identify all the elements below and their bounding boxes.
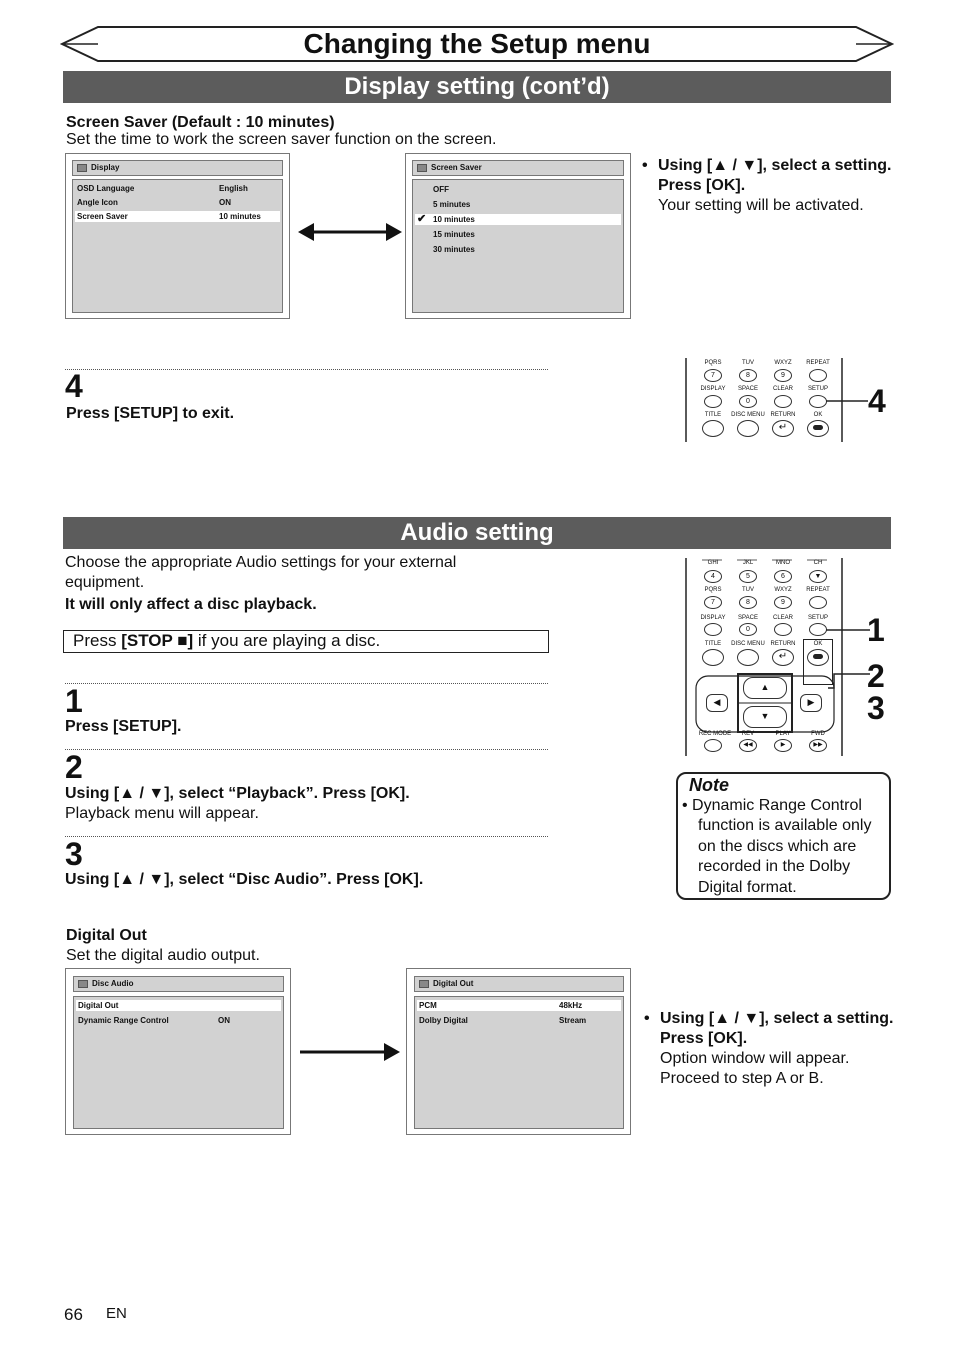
language-tag: EN — [106, 1305, 127, 1322]
setup-button[interactable] — [809, 395, 827, 408]
display-icon — [77, 164, 87, 172]
step-1-text: Press [SETUP]. — [65, 718, 182, 735]
title-button[interactable] — [702, 420, 724, 437]
key-6-button[interactable]: 6 — [774, 570, 792, 583]
key-8-button[interactable]: 8 — [739, 596, 757, 609]
step-divider — [65, 749, 548, 750]
channel-down-button[interactable]: ▼ — [809, 570, 827, 583]
left-arrow-icon[interactable]: ◀ — [706, 694, 728, 712]
fwd-button[interactable]: ▶▶ — [809, 739, 827, 752]
step-number: 1 — [65, 683, 83, 719]
option-row[interactable]: OFF — [433, 185, 449, 194]
page-title: Changing the Setup menu — [303, 28, 651, 59]
disc-menu-button[interactable] — [737, 649, 759, 666]
bullet: • — [644, 1010, 650, 1027]
digital-out-instruction: • Using [▲ / ▼], select a setting. Press [OK]. Option window will appear. Proceed to step A or B. — [644, 1010, 894, 1087]
playback-icon — [78, 980, 88, 988]
note-text: • Dynamic Range Control function is available only on the discs which are recorded in the Dolby Digital format. — [682, 797, 872, 896]
display-button[interactable] — [704, 623, 722, 636]
title-button[interactable] — [702, 649, 724, 666]
step-2-text: Using [▲ / ▼], select “Playback”. Press [OK]. — [65, 785, 410, 802]
key-7-button[interactable]: 7 — [704, 596, 722, 609]
display-menu-screen — [65, 153, 290, 319]
digital-out-description: Set the digital audio output. — [66, 947, 260, 964]
step-divider — [65, 369, 548, 370]
rec-mode-button[interactable] — [704, 739, 722, 752]
right-arrow-icon[interactable]: ▶ — [800, 694, 822, 712]
digital-out-menu-header: Digital Out — [414, 976, 624, 992]
key-5-button[interactable]: 5 — [739, 570, 757, 583]
stop-notice-box: Press [STOP ■] if you are playing a disc. — [63, 630, 549, 653]
down-arrow-icon[interactable]: ▼ — [743, 706, 787, 728]
screen-saver-menu-body — [412, 179, 624, 313]
menu-row-selected[interactable]: Screen Saver 10 minutes — [75, 211, 280, 222]
play-button[interactable]: ▶ — [774, 739, 792, 752]
display-menu-header: Display — [72, 160, 283, 176]
display-menu-body — [72, 179, 283, 313]
key-9-button[interactable]: 9 — [774, 596, 792, 609]
section-heading-display: Display setting (cont’d) — [63, 71, 891, 103]
option-row[interactable]: 30 minutes — [433, 245, 475, 254]
double-arrow-icon — [296, 220, 404, 244]
disc-audio-menu-screen — [65, 968, 291, 1135]
step-divider — [65, 836, 548, 837]
disc-audio-menu-body — [73, 996, 284, 1129]
callout-step-2: 2 — [867, 658, 885, 694]
section-heading-audio: Audio setting — [63, 517, 891, 549]
repeat-button[interactable] — [809, 596, 827, 609]
menu-row[interactable]: Dynamic Range Control ON — [78, 1016, 230, 1025]
step-number: 4 — [65, 368, 83, 404]
step-2-result: Playback menu will appear. — [65, 805, 259, 822]
display-button[interactable] — [704, 395, 722, 408]
note-title: Note — [689, 775, 729, 795]
callout-line — [826, 396, 868, 406]
menu-row-selected[interactable]: Digital Out — [76, 1000, 281, 1011]
step-number: 2 — [65, 749, 83, 785]
key-7-button[interactable]: 7 — [704, 369, 722, 382]
key-4-button[interactable]: 4 — [704, 570, 722, 583]
right-arrow-icon — [298, 1040, 402, 1064]
audio-intro-note: It will only affect a disc playback. — [65, 596, 317, 613]
callout-step-4: 4 — [868, 383, 886, 419]
screen-saver-heading: Screen Saver (Default : 10 minutes) — [66, 114, 335, 131]
step-4-text: Press [SETUP] to exit. — [66, 405, 235, 422]
screen-saver-instruction: • Using [▲ / ▼], select a setting. Press [OK]. Your setting will be activated. — [642, 157, 892, 214]
up-arrow-icon[interactable]: ▲ — [743, 677, 787, 699]
bullet: • — [642, 157, 648, 174]
callout-step-3: 3 — [867, 690, 885, 726]
menu-row-selected[interactable]: PCM 48kHz — [417, 1000, 621, 1011]
screen-saver-description: Set the time to work the screen saver function on the screen. — [66, 131, 497, 148]
note-box — [676, 772, 891, 900]
ok-button[interactable] — [807, 420, 829, 437]
menu-row[interactable]: Dolby Digital Stream — [419, 1016, 587, 1025]
return-icon[interactable]: ↵ — [772, 649, 794, 666]
audio-intro: Choose the appropriate Audio settings for your external equipment. — [65, 554, 457, 591]
screen-saver-menu-screen — [405, 153, 631, 319]
checkmark-icon: ✔ — [417, 213, 427, 225]
callout-step-1: 1 — [867, 612, 885, 648]
step-3-text: Using [▲ / ▼], select “Disc Audio”. Press [OK]. — [65, 871, 424, 888]
clear-button[interactable] — [774, 623, 792, 636]
remote-control-top: PQRS TUV WXYZ REPEAT 7 8 9 DISPLAY SPACE CLEAR SETUP 0 TITLE DISC MENU RETURN OK ↵ — [684, 356, 844, 444]
remote-control-bottom: GHI JKL MNO CH 4 5 6 ▼ PQRS TUV WXYZ REPEAT 7 8 9 DISPLAY SPACE CLEAR SETUP 0 TITLE DISC MENU RETURN OK ↵ ◀ ▲ ▼ ▶ REC MODE REV PLAY FWD ◀◀ ▶ ▶▶ — [684, 556, 844, 758]
key-0-button[interactable]: 0 — [739, 395, 757, 408]
return-icon[interactable]: ↵ — [772, 420, 794, 437]
screen-saver-icon — [417, 164, 427, 172]
playback-icon — [419, 980, 429, 988]
digital-out-menu-screen — [406, 968, 631, 1135]
screen-saver-menu-header: Screen Saver — [412, 160, 624, 176]
key-9-button[interactable]: 9 — [774, 369, 792, 382]
digital-out-menu-body — [414, 996, 624, 1129]
digital-out-heading: Digital Out — [66, 927, 147, 944]
clear-button[interactable] — [774, 395, 792, 408]
callout-lines — [826, 622, 870, 702]
setup-button[interactable] — [809, 623, 827, 636]
disc-audio-menu-header: Disc Audio — [73, 976, 284, 992]
rev-button[interactable]: ◀◀ — [739, 739, 757, 752]
option-row[interactable]: 15 minutes — [433, 230, 475, 239]
key-8-button[interactable]: 8 — [739, 369, 757, 382]
step-number: 3 — [65, 836, 83, 872]
menu-row[interactable]: OSD Language English — [77, 184, 248, 193]
disc-menu-button[interactable] — [737, 420, 759, 437]
step-divider — [65, 683, 548, 684]
option-row[interactable]: 5 minutes — [433, 200, 471, 209]
page-number: 66 — [64, 1305, 83, 1324]
menu-row[interactable]: Angle Icon ON — [77, 198, 231, 207]
repeat-button[interactable] — [809, 369, 827, 382]
option-row-selected[interactable]: ✔ 10 minutes — [415, 214, 621, 225]
key-0-button[interactable]: 0 — [739, 623, 757, 636]
